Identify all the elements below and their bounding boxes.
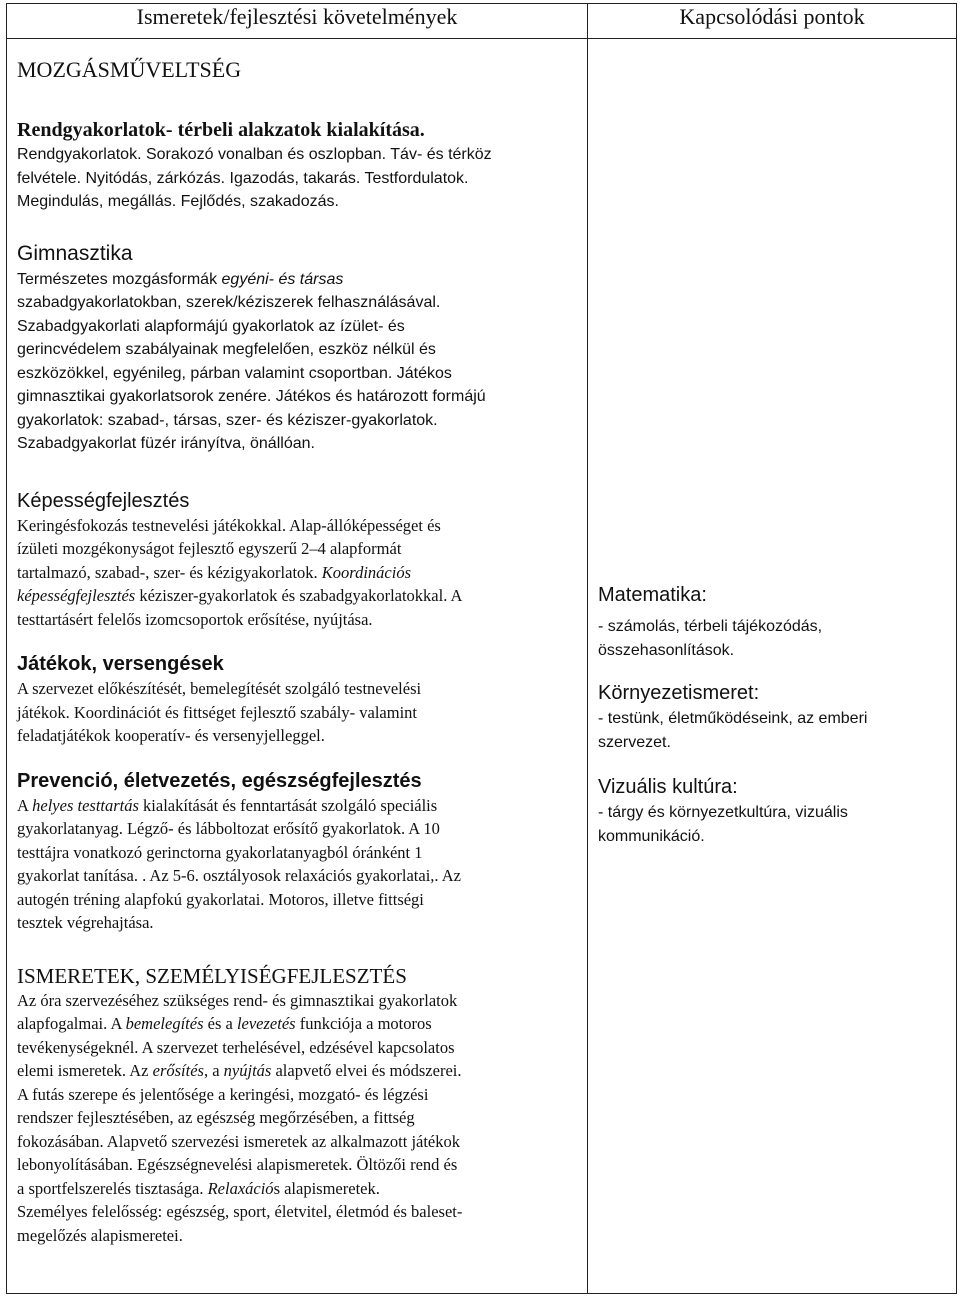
text-line: kommunikáció. (598, 828, 705, 845)
text-span: funkciója a motoros (295, 1014, 432, 1033)
text-line: fokozásában. Alapvető szervezési ismeretek az alkalmazott játékok (17, 1131, 461, 1151)
text-line: A futás szerepe és jelentősége a keringési, mozgató- és légzési (17, 1084, 429, 1104)
text-span: tartalmazó, szabad-, szer- és kézigyakorlatok. (17, 562, 322, 582)
text-span: a sportfelszerelés tisztasága. (17, 1178, 208, 1198)
text-line: autogén tréning alapfokú gyakorlatai. Motoros, illetve fittségi (17, 889, 424, 909)
section-jatekok (17, 651, 577, 748)
table-header-row (7, 4, 957, 39)
text-span: alapfogalmai. A (17, 1014, 126, 1033)
section-title: Prevenció, életvezetés, egészségfejlesztés (17, 769, 422, 792)
requirements-cell (7, 39, 588, 1294)
section-title: Rendgyakorlatok- térbeli alakzatok kialakítása. (17, 119, 425, 141)
section-title: Játékok, versengések (17, 653, 224, 675)
text-line: szabadgyakorlatokban, szerek/kéziszerek felhasználásával. (17, 294, 441, 311)
text-span-italic: képességfejlesztés (17, 586, 136, 605)
text-span: A (17, 795, 33, 815)
text-line: ízületi mozgékonyságot fejlesztő egyszerű 2–4 alapformát (17, 539, 402, 558)
text-line: rendszer fejlesztésében, az egészség megőrzésében, a fittség (17, 1108, 415, 1127)
text-span-italic: bemelegítés (125, 1014, 204, 1033)
text-line: Az óra szervezéséhez szükséges rend- és gimnasztikai gyakorlatok (17, 990, 458, 1010)
text-span-italic: helyes testtartás (32, 795, 139, 815)
link-kornyezetismeret (598, 679, 946, 755)
text-span-italic: egyéni- és társas (221, 270, 344, 288)
link-matematika (598, 581, 946, 663)
text-span: Természetes mozgásformák (17, 270, 222, 288)
link-title: Környezetismeret: (598, 682, 760, 704)
text-line: Szabadgyakorlat füzér irányítva, önállóan. (17, 435, 315, 452)
text-span-italic: levezetés (236, 1014, 296, 1033)
text-span: kialakítását és fenntartását szolgáló speciális (138, 795, 438, 815)
text-line: Megindulás, megállás. Fejlődés, szakadozás. (17, 193, 339, 210)
text-span-italic: Koordinációs (321, 562, 412, 582)
text-span: és a (203, 1014, 237, 1033)
text-span-italic: nyújtás (223, 1061, 272, 1080)
text-line: tesztek végrehajtása. (17, 913, 154, 932)
text-line: Személyes felelősség: egészség, sport, életvitel, életmód és baleset- (17, 1202, 463, 1221)
text-line: Szabadgyakorlati alapformájú gyakorlatok az ízület- és (17, 317, 405, 335)
text-line: testtájra vonatkozó gerinctorna gyakorlatanyagból óránként 1 (17, 842, 423, 862)
header-left: Ismeretek/fejlesztési követelmények (7, 4, 588, 39)
text-line: gerincvédelem szabályainak megfelelően, eszköz nélkül és (17, 341, 436, 358)
text-line: Keringésfokozás testnevelési játékokkal. Alap-állóképességet és (17, 515, 441, 535)
text-line: feladatjátékok kooperatív- és versenyjelleggel. (17, 726, 325, 745)
text-span: s alapismeretek. (273, 1178, 380, 1198)
text-span-italic: Relaxáció (207, 1178, 274, 1198)
header-right: Kapcsolódási pontok (588, 4, 957, 39)
text-line: lebonyolításában. Egészségnevelési alapismeretek. Öltözői rend és (17, 1155, 458, 1174)
text-line: megelőzés alapismeretei. (17, 1225, 183, 1245)
text-line: játékok. Koordinációt és fittséget fejlesztő szabály- valamint (17, 702, 417, 722)
text-span: alapvető elvei és módszerei. (271, 1061, 462, 1080)
text-line: szervezet. (598, 734, 671, 751)
section-kepessegfejlesztes (17, 488, 577, 632)
section-title: Gimnasztika (17, 241, 133, 265)
connections-cell (588, 39, 957, 1294)
text-line: tevékenységeknél. A szervezet terhelésével, edzésével kapcsolatos (17, 1037, 455, 1057)
text-line: - tárgy és környezetkultúra, vizuális (598, 804, 848, 821)
link-title: Matematika: (598, 584, 707, 606)
text-span: kéziszer-gyakorlatok és szabadgyakorlatokkal. A (135, 586, 463, 605)
text-span: elemi ismeretek. Az (17, 1061, 153, 1080)
curriculum-table (6, 3, 957, 1294)
text-line: Rendgyakorlatok. Sorakozó vonalban és oszlopban. Táv- és térköz (17, 146, 492, 163)
link-vizualis-kultura (598, 773, 946, 849)
text-line: eszközökkel, egyénileg, párban valamint csoportban. Játékos (17, 364, 452, 382)
section-title: ISMERETEK, SZEMÉLYISÉGFEJLESZTÉS (17, 963, 407, 988)
text-line: gyakorlatanyag. Légző- és lábboltozat erősítő gyakorlatok. A 10 (17, 819, 440, 838)
main-title: MOZGÁSMŰVELTSÉG (17, 57, 242, 82)
text-line: gyakorlatok: szabad-, társas, szer- és kéziszer-gyakorlatok. (17, 411, 438, 429)
section-ismeretek (17, 963, 577, 1248)
text-line: gimnasztikai gyakorlatsorok zenére. Játékos és határozott formájú (17, 388, 486, 405)
text-line: A szervezet előkészítését, bemelegítését szolgáló testnevelési (17, 679, 422, 698)
text-line: - számolás, térbeli tájékozódás, (598, 618, 823, 635)
section-rendgyakorlatok (17, 117, 577, 214)
link-title: Vizuális kultúra: (598, 776, 738, 798)
table-body-row (7, 39, 957, 1294)
text-line: összehasonlítások. (598, 642, 735, 659)
section-title: Képességfejlesztés (17, 489, 190, 512)
text-line: testtartásért felelős izomcsoportok erősítése, nyújtása. (17, 609, 373, 629)
text-line: - testünk, életműködéseink, az emberi (598, 710, 868, 727)
section-gimnasztika (17, 240, 577, 456)
text-line: gyakorlat tanítása. . Az 5-6. osztályosok relaxációs gyakorlatai,. Az (17, 866, 461, 885)
text-span-italic: erősítés (152, 1061, 204, 1080)
section-prevencio (17, 768, 577, 935)
text-line: felvétele. Nyitódás, zárkózás. Igazodás, takarás. Testfordulatok. (17, 169, 469, 187)
text-span: , a (203, 1061, 224, 1080)
